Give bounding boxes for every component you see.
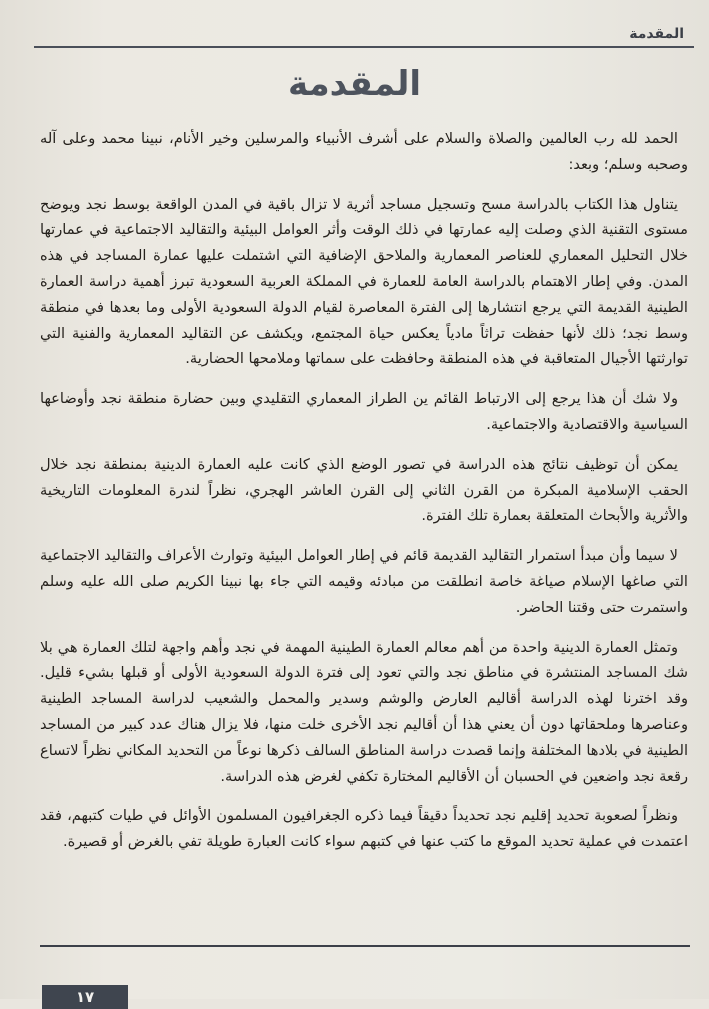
- page-number: ١٧: [42, 985, 128, 1009]
- paragraph: ولا شك أن هذا يرجع إلى الارتباط القائم ين الطراز المعماري التقليدي وبين حضارة منطقة نجد وأوضاعها السياسية والاقتصادية والاجتماعية.: [40, 390, 688, 433]
- body-text: [40, 126, 688, 869]
- paragraph: يمكن أن توظيف نتائج هذه الدراسة في تصور الوضع الذي كانت عليه العمارة الدينية بمنطقة نجد خلال الحقب الإسلامية المبكرة من القرن الثاني إلى القرن العاشر الهجري، نظراً لندرة المعلومات التاريخية والأثرية والأبحاث المتعلقة بعمارة تلك الفترة.: [40, 455, 688, 525]
- paragraph: ونظراً لصعوبة تحديد إقليم نجد تحديداً دقيقاً فيما ذكره الجغرافيون المسلمون الأوائل في طيات كتبهم، فقد اعتمدت في عملية تحديد الموقع ما كتب عنها في كتبهم سواء كانت العبارة طويلة تفي بالغرض أو قصيرة.: [40, 807, 688, 851]
- page-title: المقدمة: [288, 64, 421, 104]
- running-head: المقدمة: [629, 26, 684, 42]
- paragraph: لا سيما وأن مبدأ استمرار التقاليد القديمة قائم في إطار العوامل البيئية وتوارث الأعراف والتقاليد الاجتماعية التي صاغها الإسلام صياغة خاصة انطلقت من مبادئه وقيمه التي جاء بها نبينا الكريم صلى الله عليه وسلم واستمرت حتى وقتنا الحاضر.: [40, 547, 688, 616]
- paragraph: وتمثل العمارة الدينية واحدة من أهم معالم العمارة الطينية المهمة في نجد وأهم واجهة لتلك العمارة هي بلا شك المساجد المنتشرة في مناطق نجد والتي تعود إلى فترة الدولة السعودية الأولى أو قبلها بشيء قليل. وقد اخترنا لهذه الدراسة أقاليم العارض والوشم وسدير والمحمل والشعيب لدراسة المساجد الطينية وعناصرها وملحقاتها دون أن يعني هذا أن أقاليم نجد الأخرى خلت منها، فلا يزال هناك عدد كبير من المساجد الطينية في بلادها المختلفة وإنما قصدت دراسة المناطق السالف ذكرها نوعاً من التحديد المكاني نظراً لاتساع رقعة نجد واضعين في الحسبان أن الأقاليم المختارة تكفي لغرض هذه الدراسة.: [40, 638, 688, 785]
- header-rule: [34, 46, 694, 48]
- paragraph: الحمد لله رب العالمين والصلاة والسلام على أشرف الأنبياء والمرسلين وخير الأنام، نبينا محمد وعلى آله وصحبه وسلم؛ وبعد:: [40, 130, 688, 173]
- paragraph: يتناول هذا الكتاب بالدراسة مسح وتسجيل مساجد أثرية لا تزال باقية في المدن الواقعة بوسط نجد ويوضح مستوى التقنية الذي وصلت إليه عمارتها في ذلك الوقت وأثر العوامل البيئية والتقاليد الاجتماعية في عمارتها خلال التحليل المعماري للعناصر المعمارية والملاحق الإضافية التي اشتملت عليها عمارة المساجد في هذه المدن. وفي إطار الاهتمام بالدراسة العامة للعمارة في المملكة العربية السعودية تبرز أهمية دراسة العمارة الطينية القديمة التي يرجع انتشارها إلى الفترة المعاصرة لقيام الدولة السعودية الأولى وما بعدها في منطقة وسط نجد؛ ذلك لأنها حفظت تراثاً مادياً يعكس حياة المجتمع، ويكشف عن التقاليد المعمارية والفنية التي توارثتها الأجيال المتعاقبة في هذه المنطقة وحافظت على سماتها وملامحها الحضارية.: [40, 195, 688, 368]
- footer-rule: [40, 945, 690, 947]
